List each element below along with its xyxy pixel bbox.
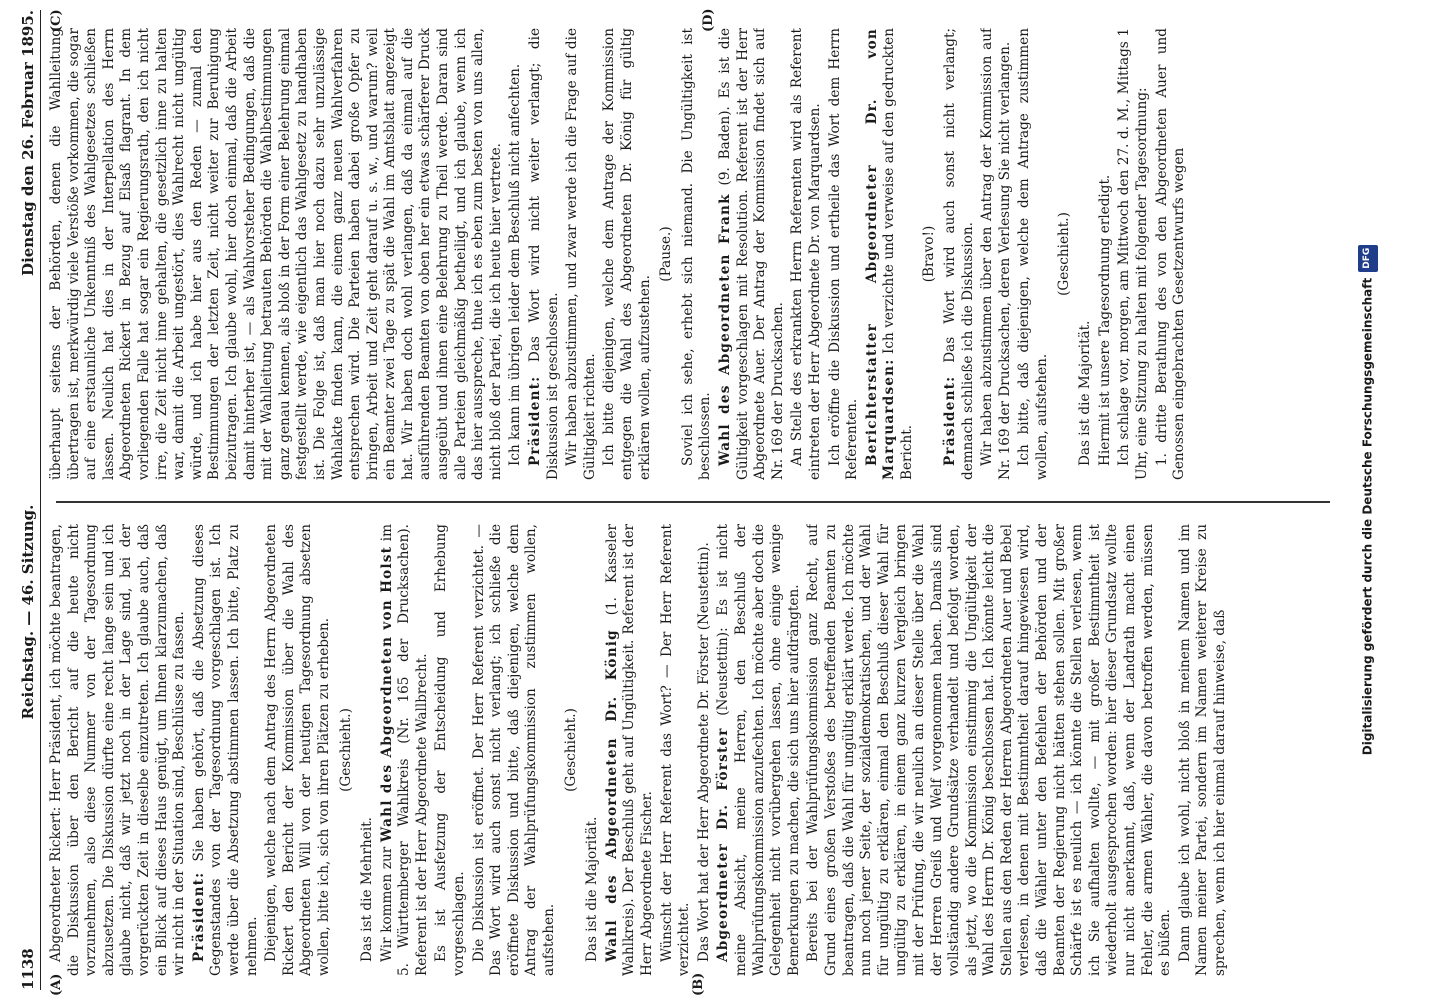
paragraph: Präsident: Das Wort wird nicht weiter verlangt; die Diskussion ist geschlossen. [527, 28, 561, 480]
session-title: Reichstag. — 46. Sitzung. [19, 504, 38, 720]
right-column [48, 28, 1338, 480]
paragraph: Ich eröffne die Diskussion und ertheile das Wort dem Herrn Referenten. [826, 28, 861, 480]
speaker-name: Präsident: [190, 871, 207, 962]
paragraph: 1. dritte Berathung des von den Abgeordneten Auer und Genossen eingebrachten Gesetzentwurfs wegen [1153, 28, 1188, 480]
paragraph: überhaupt seitens der Behörden, denen die Wahlleitung übertragen ist, merkwürdig viele Verstöße vorkommen, die sogar auf eine erstaunliche Unkenntniß des Wahlgesetzes schließen lassen. Neulich hat dies in der Interpellation des Herrn Abgeordneten Rickert in Bezug auf Elsaß flagrant. In dem vorliegenden Falle hat sogar ein Regierungsrath, den ich nicht irre, die Zeit nicht inne gehalten, die gesetzlich inne zu halten war, damit die Arbeit ungestört, dies Wahlrecht nicht ungültig würde, und ich habe hier aus den Reden — zumal den Bestimmungen der letzten Zeit, nicht weiter zur Beruhigung beizutragen. Ich glaube wohl, hier doch einmal, daß die Arbeit damit hinterher ist, — als Wahlvorsteher Bedingungen, daß die mit der Wahlleitung betrauten Behörden die Wahlbestimmungen ganz genau kennen, als bloß in der Form einer Belehrung einmal festgestellt werde, wie eigentlich das Wahlgesetz zu handhaben ist. Die Folge ist, daß man hier noch dazu sehr unzulässige Wahlakte finden kann, die einem ganz neuen Wahlverfahren entsprechen wird. Die Parteien haben dabei große Opfer zu bringen, Arbeit und Zeit geht darauf u. s. w., und warum? weil ein Beamter zwei Tage zu spät die Wahl im Amtsblatt angezeigt hat. Wir haben doch wohl verlangen, daß da einmal auf die ausführenden Beamten von oben her ein etwas schärferer Druck ausgeübt und ihnen eine Belehrung zu Theil werde. Daran sind alle Parteien gleichmäßig betheiligt, und ich glaube, wenn ich das hier ausspreche, thue ich es eben zum besten von uns allen, nicht bloß der Partei, die ich heute hier vertrete. [48, 28, 504, 480]
paragraph: Präsident: Das Wort wird auch sonst nicht verlangt; demnach schließe ich die Diskussion. [942, 28, 976, 480]
paragraph: Berichterstatter Abgeordneter Dr. von Marquardsen: Ich verzichte und verweise auf den gedruckten Bericht. [863, 28, 915, 480]
paragraph: Soviel ich sehe, erhebt sich niemand. Die Ungültigkeit ist beschlossen. [679, 28, 714, 480]
footer-text: Digitalisierung gefördert durch die Deutsche Forschungsgemeinschaft [1360, 277, 1375, 756]
paragraph: Ich bitte, daß diejenigen, welche dem Antrage zustimmen wollen, aufstehen. [1016, 28, 1051, 480]
paragraph: Abgeordneter Dr. Förster (Neustettin): Es ist nicht meine Absicht, meine Herren, den Beschluß der Wahlprüfungskommission anzufechten. Ich möchte aber doch die Gelegenheit nicht vorübergehen lassen, ohne einige wenige Bemerkungen zu machen, die sich uns hier aufdrängten. [715, 524, 802, 976]
margin-mark-b: (B) [691, 972, 706, 996]
column-divider [56, 502, 1330, 504]
paragraph: Dann glaube ich wohl, nicht bloß in meinem Namen und im Namen meiner Partei, sondern im Namen weiterer Kreise zu sprechen, wenn ich hier einmal darauf hinweise, daß [1176, 524, 1228, 976]
stage-note: (Pause.) [658, 226, 675, 282]
paragraph: Das Wort hat der Herr Abgeordnete Dr. Förster (Neustettin). [695, 542, 712, 962]
election-heading: Wahl des Abgeordneten Dr. König [603, 629, 620, 962]
paragraph: Bereits bei der Wahlprüfungskommission ganz Recht, auf Grund eines großen Verstoßes des betreffenden Beamten zu beantragen, daß die Wahl für ungültig erklärt werde. Ich möchte nun noch jener Seite, der sozialdemokratischen, und der Wahl für ungültig zu erklären, einmal den Beschluß dieser Wahl für ungültig zu erklären, in einem ganz kurzen Vergleich bringen mit der Prüfung, die wir neulich an dieser Stelle über die Wahl der Herren Greiß und Welf vorgenommen haben. Damals sind vollständig andere Grundsätze verhandelt und befolgt worden, als jetzt, wo die Kommission einstimmig die Ungültigkeit der Wahl des Herrn Dr. König beschlossen hat. Ich könnte leicht die Stellen aus den Reden der Herren Abgeordneten Auer und Bebel verlesen, in denen mit Bestimmtheit darauf hingewiesen wird, daß die Wähler unter den Befehlen der Behörden und der Beamten der Regierung nicht hätten stehen sollen. Mit großer Schärfe ist es neulich — ich könnte die Stellen verlesen, wenn ich Sie aufhalten wollte, — mit großer Bestimmtheit ist wiederholt ausgesprochen worden: hier dieser Grundsatz wollte nur nicht anerkannt, daß, wenn der Landrath macht einen Fehler, die armen Wähler, die davon betroffen werden, müssen es büßen. [805, 524, 1174, 976]
stage-note: (Bravo!) [920, 225, 937, 283]
paragraph: Ich schlage vor, morgen, am Mittwoch den 27. d. M., Mittags 1 Uhr, eine Sitzung zu halten mit folgender Tagesordnung: [1116, 28, 1151, 480]
paragraph: Das ist die Majorität. [584, 816, 601, 962]
paragraph: Wir kommen zur Wahl des Abgeordneten von Holst im 5. Württemberger Wahlkreis (Nr. 165 der Drucksachen). Referent ist der Herr Abgeordnete Wallbrecht. [378, 524, 430, 976]
paragraph: Diejenigen, welche nach dem Antrag des Herrn Abgeordneten Rickert den Bericht der Kommission über die Wahl des Abgeordneten Will von der heutigen Tagesordnung absetzen wollen, bitte ich, sich von ihren Plätzen zu erheben. [263, 524, 332, 976]
paragraph: An Stelle des erkrankten Herrn Referenten wird als Referent eintreten der Herr Abgeordnete Dr. von Marquardsen. [789, 28, 823, 480]
paragraph: Das ist die Mehrheit. [359, 817, 376, 962]
stage-note: (Geschieht.) [1055, 212, 1072, 296]
paragraph: Wir haben abzustimmen, und zwar werde ich die Frage auf die Gültigkeit richten. [564, 28, 598, 480]
left-column [48, 524, 1338, 976]
margin-mark-c: (C) [49, 9, 64, 32]
election-heading: Wahl des Abgeordneten Frank [716, 193, 733, 466]
paragraph: Es ist Ausfetzung der Entscheidung und Erhebung vorgeschlagen. [433, 524, 468, 976]
paragraph: Das ist die Majorität. [1077, 320, 1094, 466]
speaker-name: Präsident: [942, 375, 959, 466]
speaker-name: Abgeordneter Dr. Förster [715, 727, 732, 962]
stage-note: (Geschieht.) [337, 708, 354, 792]
digitization-footer [1358, 0, 1380, 1000]
paragraph: Ich kann im übrigen leider dem Beschluß nicht anfechten. [507, 63, 524, 466]
paragraph: Hiermit ist unsere Tagesordnung erledigt. [1096, 174, 1113, 466]
paragraph: Wahl des Abgeordneten Dr. König (1. Kasseler Wahlkreis). Der Beschluß geht auf Ungültigkeit. Referent ist der Herr Abgeordnete Fischer. [603, 524, 655, 976]
page-header [14, 10, 41, 990]
stage-note: (Geschieht.) [562, 708, 579, 792]
session-date: Dienstag den 26. Februar 1895. [19, 10, 38, 276]
speaker-name: Berichterstatter Abgeordneter Dr. von Marquardsen: [863, 28, 898, 480]
page-number: 1138 [19, 948, 38, 990]
paragraph: Präsident: Sie haben gehört, daß die Absetzung dieses Gegenstandes von der Tagesordnung vorgeschlagen ist. Ich werde über die Absetzung abstimmen lassen. Ich bitte, Platz zu nehmen. [190, 524, 260, 976]
paragraph: Abgeordneter Rickert: Herr Präsident, ich möchte beantragen, die Diskussion über den Bericht auf die heute nicht vorzunehmen, also diese Nummer von der Tagesordnung abzusetzen. Die Diskussion dürfte eine recht lange sein und ich glaube nicht, daß wir jetzt noch in der Lage sind, bei der vorgerückten Zeit in dieselbe einzutreten. Ich glaube auch, daß ein Blick auf dieses Haus genügt, um Ihnen klarzumachen, daß wir nicht in der Situation sind, Beschlüsse zu fassen. [48, 524, 188, 976]
paragraph: Wünscht der Herr Referent das Wort? — Der Herr Referent verzichtet. [658, 524, 693, 976]
election-heading: Wahl des Abgeordneten von Holst [378, 545, 395, 843]
dfg-logo: DFG [1358, 245, 1378, 272]
paragraph: Die Diskussion ist eröffnet. Der Herr Referent verzichtet. — Das Wort wird auch sonst nicht verlangt; ich schließe die eröffnete Diskussion und bitte, daß diejenigen, welche dem Antrag der Wahlprüfungskommission zustimmen wollen, aufstehen. [470, 524, 558, 976]
paragraph: Wahl des Abgeordneten Frank (9. Baden). Es ist die Gültigkeit vorgeschlagen mit Resolution. Referent ist der Herr Abgeordnete Auer. Der Antrag der Kommission findet sich auf Nr. 169 der Drucksachen. [716, 28, 786, 480]
paragraph: Wir haben abzustimmen über den Antrag der Kommission auf Nr. 169 der Drucksachen, deren Verlesung Sie nicht verlangen. [979, 28, 1013, 480]
margin-mark-a: (A) [49, 973, 64, 996]
speaker-name: Präsident: [527, 375, 544, 466]
margin-mark-d: (D) [701, 8, 716, 32]
paragraph: Ich bitte diejenigen, welche dem Antrage der Kommission entgegen die Wahl des Abgeordneten Dr. König für gültig erklären wollen, aufzustehen. [601, 28, 653, 480]
